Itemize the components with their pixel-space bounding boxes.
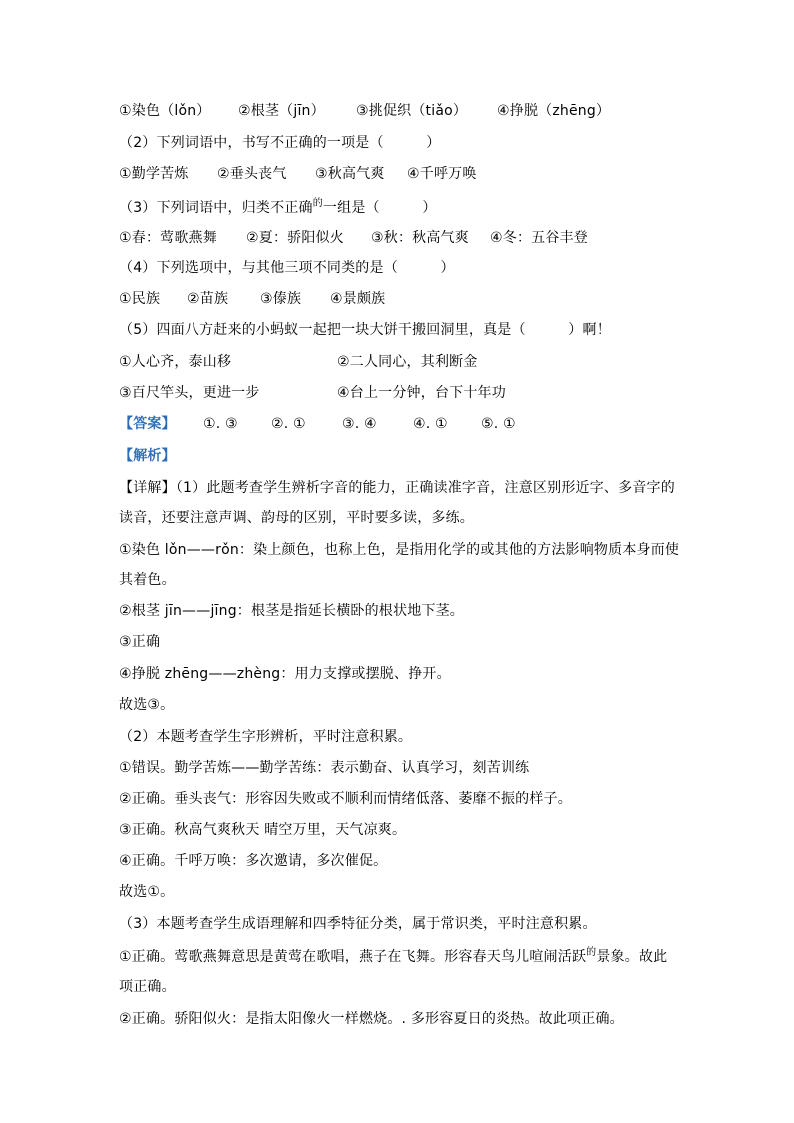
detail-p9: ②正确。垂头丧气：形容因失败或不顺利而情绪低落、萎靡不振的样子。 xyxy=(119,791,572,807)
q2-option-c: ③秋高气爽 xyxy=(315,166,385,182)
detail-p5: ④挣脱 zhēng——zhèng：用力支撑或摆脱、挣开。 xyxy=(119,666,451,682)
q3-prompt-a: （3）下列词语中，归类不正确 xyxy=(119,200,313,216)
q3-option-a: ①春：莺歌燕舞 xyxy=(119,230,217,246)
detail-p3: ②根茎 jīn——jīng：根茎是指延长横卧的根状地下茎。 xyxy=(119,603,464,619)
detail-p15: ②正确。骄阳似火：是指太阳像火一样燃烧。. 多形容夏日的炎热。故此项正确。 xyxy=(119,1011,624,1027)
q5-option-b: ②二人同心，其利断金 xyxy=(337,354,478,370)
q5-prompt: （5）四面八方赶来的小蚂蚁一起把一块大饼干搬回洞里，真是（ ）啊！ xyxy=(119,322,611,338)
answer-item-1: ①. ③ xyxy=(203,416,238,432)
q2-option-a: ①勤学苦炼 xyxy=(119,166,189,182)
detail-p2: ①染色 lǒn——rǒn：染上颜色，也称上色，是指用化学的或其他的方法影响物质本身而使 xyxy=(119,542,680,558)
detail-p6: 故选③。 xyxy=(119,697,175,713)
q2-option-b: ②垂头丧气 xyxy=(217,166,287,182)
detail-p10: ③正确。秋高气爽秋天 晴空万里，天气凉爽。 xyxy=(119,822,407,838)
detail-p8: ①错误。勤学苦炼——勤学苦练：表示勤奋、认真学习，刻苦训练 xyxy=(119,760,530,776)
detail-p14-sup: 的 xyxy=(586,947,597,958)
q2-option-d: ④千呼万唤 xyxy=(407,166,477,182)
answer-item-3: ③. ④ xyxy=(342,416,377,432)
q1-option-b: ②根茎（jīn） xyxy=(238,103,325,119)
detail-p11: ④正确。千呼万唤：多次邀请，多次催促。 xyxy=(119,853,388,869)
q4-option-c: ③傣族 xyxy=(260,291,302,307)
answer-item-4: ④. ① xyxy=(413,416,448,432)
q3-prompt-b: 一组是（ ） xyxy=(322,200,437,216)
detail-p7: （2）本题考查学生字形辨析，平时注意积累。 xyxy=(119,729,413,745)
detail-p13: （3）本题考查学生成语理解和四季特征分类，属于常识类，平时注意积累。 xyxy=(119,916,597,932)
detail-p12: 故选①。 xyxy=(119,884,175,900)
q5-option-a: ①人心齐，泰山移 xyxy=(119,354,232,370)
answer-label: 【答案】 xyxy=(119,416,176,432)
q5-option-d: ④台上一分钟，台下十年功 xyxy=(337,385,506,401)
answer-item-2: ②. ① xyxy=(271,416,306,432)
q5-option-c: ③百尺竿头，更进一步 xyxy=(119,385,260,401)
q1-option-a: ①染色（lǒn） xyxy=(119,103,211,119)
detail-label: 【详解】 xyxy=(119,480,176,496)
q3-option-c: ③秋：秋高气爽 xyxy=(371,230,469,246)
detail-p4: ③正确 xyxy=(119,634,161,650)
analysis-label: 【解析】 xyxy=(119,448,176,464)
q1-option-d: ④挣脱（zhēng） xyxy=(497,103,611,119)
q3-prompt xyxy=(119,198,437,220)
q3-option-b: ②夏：骄阳似火 xyxy=(246,230,344,246)
detail-p1-cont: 读音，还要注意声调、韵母的区别，平时要多读，多练。 xyxy=(119,510,474,526)
q4-option-d: ④景颇族 xyxy=(330,291,386,307)
q1-option-c: ③挑促织（tiǎo） xyxy=(356,103,468,119)
detail-p2-cont: 其着色。 xyxy=(119,572,176,588)
detail-p14 xyxy=(119,947,667,969)
q4-option-b: ②苗族 xyxy=(187,291,229,307)
q3-option-d: ④冬：五谷丰登 xyxy=(490,230,588,246)
detail-p1-rest: （1）此题考查学生辨析字音的能力，正确读准字音，注意区别形近字、多音字的 xyxy=(175,480,675,496)
detail-p1 xyxy=(119,478,675,498)
q2-prompt: （2）下列词语中，书写不正确的一项是（ ） xyxy=(119,135,441,151)
q4-option-a: ①民族 xyxy=(119,291,161,307)
detail-p14-b: 景象。故此 xyxy=(596,949,668,965)
q3-prompt-sup: 的 xyxy=(312,198,323,209)
detail-p14-a: ①正确。莺歌燕舞意思是黄莺在歌唱，燕子在飞舞。形容春天鸟儿喧闹活跃 xyxy=(119,949,587,965)
q4-prompt: （4）下列选项中，与其他三项不同类的是（ ） xyxy=(119,260,455,276)
answer-item-5: ⑤. ① xyxy=(481,416,516,432)
detail-p14-cont: 项正确。 xyxy=(119,979,176,995)
